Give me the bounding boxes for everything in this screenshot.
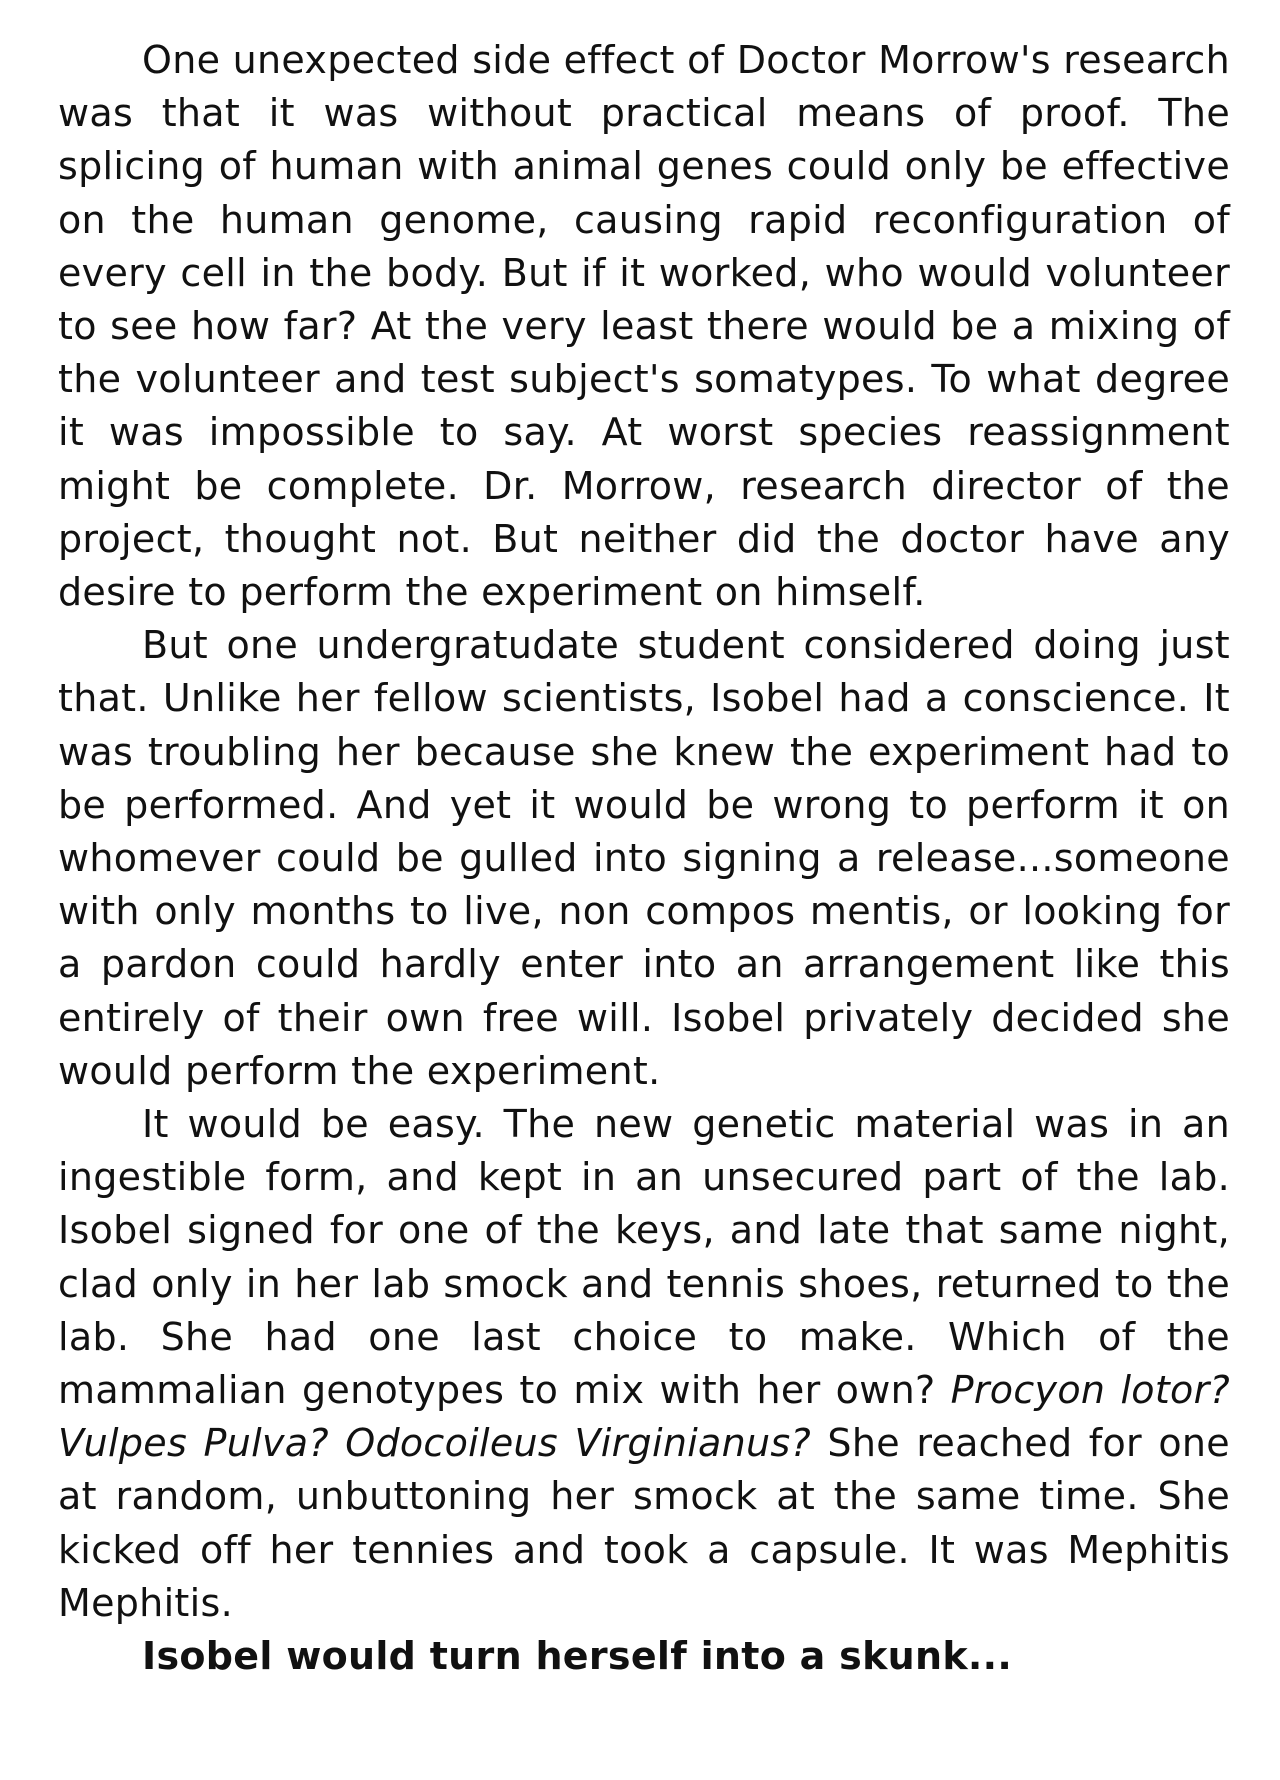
paragraph-2: But one undergratudate student considered doing just that. Unlike her fellow scientists, Isobel had a conscience. It was troubling her because she knew the experiment had to be performed. And yet it would be wrong to perform it on whomever could be gulled into signing a release...someone with only months to live, non compos mentis, or looking for a pardon could hardly enter into an arrangement like this entirely of their own free will. Isobel privately decided she would perform the experiment. — [58, 623, 1230, 1093]
paragraph-1: One unexpected side effect of Doctor Morrow's research was that it was without practical means of proof. The splicing of human with animal genes could only be effective on the human genome, causing rapid reconfiguration of every cell in the body. But if it worked, who would volunteer to see how far? At the very least there would be a mixing of the volunteer and test subject's somatypes. To what degree it was impossible to say. At worst species reassignment might be complete. Dr. Morrow, research director of the project, thought not. But neither did the doctor have any desire to perform the experiment on himself. — [58, 38, 1230, 615]
species-names: Procyon lotor? Vulpes Pulva? Odocoileus Virginianus? — [58, 1368, 1230, 1466]
paragraph-3-text-after: She reached for one at random, unbuttoning her smock at the same time. She kicked off her tennies and took a capsule. It was Mephitis Mephitis. — [58, 1421, 1230, 1625]
paragraph-3 — [58, 1098, 1230, 1630]
document-page — [58, 34, 1230, 1683]
closing-line: Isobel would turn herself into a skunk... — [142, 1634, 1013, 1679]
paragraph-3-text-before: It would be easy. The new genetic material was in an ingestible form, and kept in an unsecured part of the lab. Isobel signed for one of the keys, and late that same night, clad only in her lab smock and tennis shoes, returned to the lab. She had one last choice to make. Which of the mammalian genotypes to mix with her own? — [58, 1102, 1230, 1413]
